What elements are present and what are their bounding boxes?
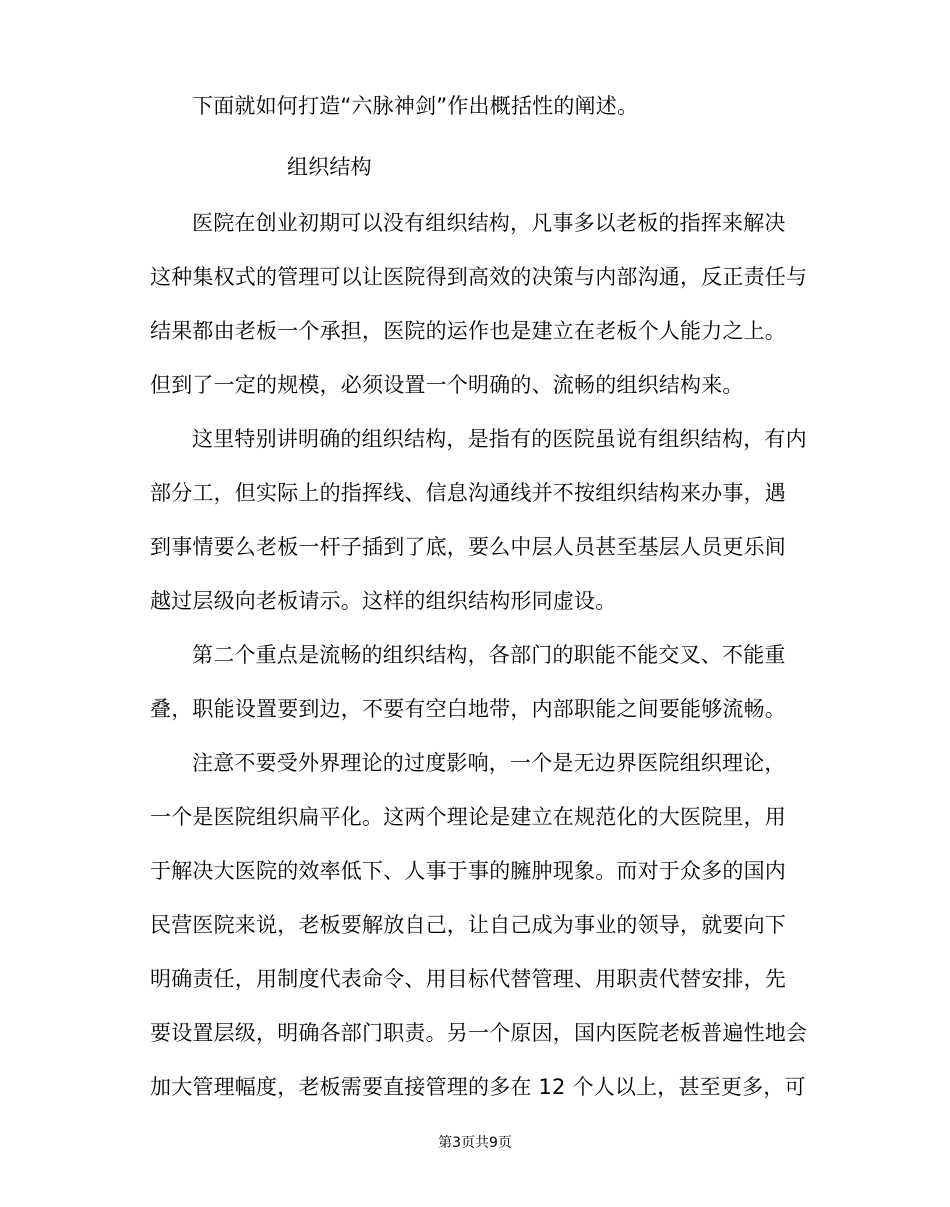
paragraph-line: 于解决大医院的效率低下、人事于事的臃肿现象。而对于众多的国内 (150, 859, 786, 883)
paragraph-line: 第二个重点是流畅的组织结构，各部门的职能不能交叉、不能重 (192, 643, 786, 667)
paragraph-line: 结果都由老板一个承担，医院的运作也是建立在老板个人能力之上。 (150, 319, 786, 343)
section-heading: 组织结构 (287, 155, 372, 179)
intro-paragraph: 下面就如何打造“六脉神剑”作出概括性的阐述。 (192, 94, 639, 118)
paragraph-line: 但到了一定的规模，必须设置一个明确的、流畅的组织结构来。 (150, 373, 744, 397)
paragraph-line: 这里特别讲明确的组织结构，是指有的医院虽说有组织结构，有内 (192, 427, 807, 451)
paragraph-line: 部分工，但实际上的指挥线、信息沟通线并不按组织结构来办事，遇 (150, 481, 786, 505)
paragraph-line: 叠，职能设置要到边，不要有空白地带，内部职能之间要能够流畅。 (150, 697, 786, 721)
paragraph-line: 加大管理幅度，老板需要直接管理的多在 12 个人以上，甚至更多，可 (150, 1075, 806, 1099)
paragraph-line: 民营医院来说，老板要解放自己，让自己成为事业的领导，就要向下 (150, 913, 786, 937)
paragraph-line: 到事情要么老板一杆子插到了底，要么中层人员甚至基层人员更乐间 (150, 535, 786, 559)
paragraph-line: 一个是医院组织扁平化。这两个理论是建立在规范化的大医院里，用 (150, 805, 786, 829)
paragraph-line: 明确责任，用制度代表命令、用目标代替管理、用职责代替安排，先 (150, 967, 786, 991)
paragraph-line: 要设置层级，明确各部门职责。另一个原因，国内医院老板普遍性地会 (150, 1021, 808, 1045)
paragraph-line: 越过层级向老板请示。这样的组织结构形同虚设。 (150, 589, 617, 613)
paragraph-line: 这种集权式的管理可以让医院得到高效的决策与内部沟通，反正责任与 (150, 265, 808, 289)
paragraph-line: 医院在创业初期可以没有组织结构，凡事多以老板的指挥来解决 (192, 211, 786, 235)
page-number-footer: 第3页共9页 (438, 1135, 512, 1151)
paragraph-line: 注意不要受外界理论的过度影响，一个是无边界医院组织理论， (192, 751, 786, 775)
